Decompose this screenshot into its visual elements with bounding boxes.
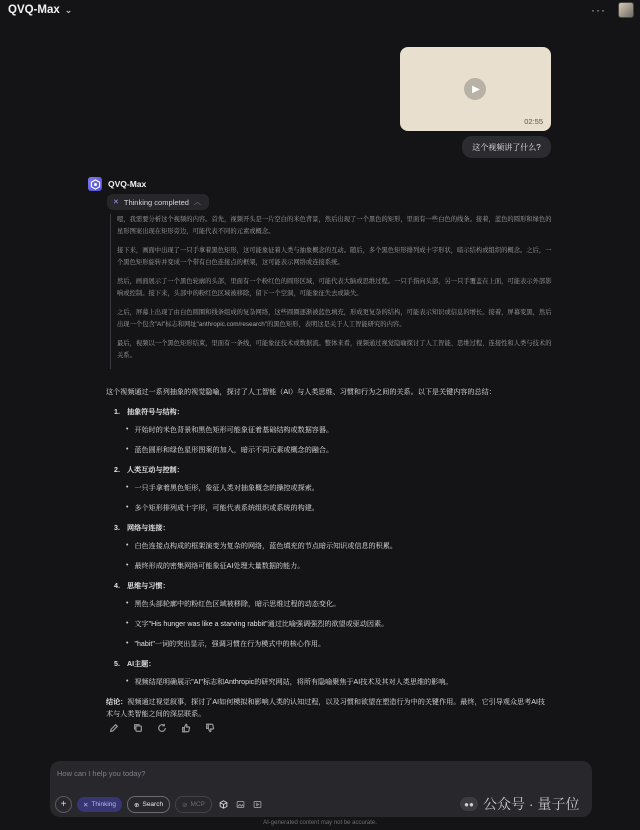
list-item: • 多个矩形排列成十字形，可能代表系统组织或系统的构建。: [126, 504, 319, 512]
mcp-icon: ⊘: [182, 801, 188, 809]
summary-section: [106, 580, 552, 650]
thumbs-up-icon[interactable]: [180, 722, 192, 734]
mcp-label: MCP: [190, 801, 205, 808]
summary-section: [106, 522, 552, 572]
thinking-mode-label: Thinking: [91, 801, 117, 808]
model-name: QVQ-Max: [8, 4, 60, 16]
bullet-text: 开始时的米色背景和黑色矩形可能象征着基础结构或数据容器。: [134, 426, 334, 434]
thinking-paragraph: 最后，视频以一个黑色矩形结束，里面有一条线，可能象征技术或数据流。整体来看，视频通过视觉隐喻探讨了人工智能、思维过程、连接性和人类与技术的关系。: [117, 340, 552, 359]
search-label: Search: [142, 801, 164, 808]
edit-icon[interactable]: [108, 722, 120, 734]
globe-icon: ⊕: [134, 801, 140, 809]
chevron-down-icon: ⌄: [64, 4, 73, 15]
section-title: AI主题：: [127, 660, 156, 668]
bullet-text: 最终形成的密集网络可能象征AI处理大量数据的能力。: [134, 562, 305, 570]
list-item: • 一只手拿着黑色矩形，象征人类对抽象概念的操控或探索。: [126, 484, 319, 492]
wechat-icon: ●●: [460, 797, 478, 811]
chevron-up-icon: ︿: [193, 199, 201, 206]
conclusion-label: 结论：: [106, 698, 128, 706]
thinking-icon: ✕: [83, 801, 89, 809]
thinking-paragraph: 之后，屏幕上出现了由白色圆圈和线条组成的复杂网络，这些圆圈逐渐被蓝色填充，形成更复杂的结构，可能表示知识或信息的增长。接着，屏幕变黑，然后出现一个包含"AI"标志和网址"anthropic.com/research"的黑色矩形，表明这是关于人工智能研究的内容。: [117, 309, 552, 328]
section-number: 2.: [114, 466, 120, 474]
more-horizontal-icon[interactable]: ···: [591, 3, 606, 17]
bullet-text: 蓝色圆形和绿色星形图案的加入，暗示不同元素或概念的融合。: [134, 446, 334, 454]
list-item: • 白色连接点构成的框架演变为复杂的网络，蓝色填充的节点暗示知识或信息的积累。: [126, 542, 397, 550]
copy-icon[interactable]: [132, 722, 144, 734]
list-item: • 文字"His hunger was like a starving rabbit"通过比喻强调强烈的欲望或驱动因素。: [126, 620, 389, 628]
image-icon[interactable]: [234, 799, 246, 811]
summary-section: [106, 658, 552, 688]
section-title: 网络与连接：: [127, 524, 170, 532]
list-item: • 开始时的米色背景和黑色矩形可能象征着基础结构或数据容器。: [126, 426, 334, 434]
summary-section: [106, 406, 552, 456]
regenerate-icon[interactable]: [156, 722, 168, 734]
bullet-text: 一只手拿着黑色矩形，象征人类对抽象概念的操控或探索。: [134, 484, 319, 492]
watermark: [460, 794, 579, 814]
summary-section: [106, 464, 552, 514]
assistant-header: [88, 177, 146, 191]
assistant-name: QVQ-Max: [108, 179, 147, 189]
section-title: 思维与习惯：: [127, 582, 170, 590]
thinking-icon: ✕: [113, 199, 119, 206]
watermark-text: 公众号 · 量子位: [483, 796, 580, 812]
thinking-paragraph: 接下来，画面中出现了一只手拿着黑色矩形，这可能象征着人类与抽象概念的互动。随后，多个黑色矩形排列成十字形状，暗示结构或组织的概念。之后，一个黑色矩形旋转并变成一个带有白色连接点的框架，这可能表示网络或连接系统。: [117, 247, 552, 266]
list-item: • 黑色头部轮廓中的粉红色区域被移除，暗示思维过程的动态变化。: [126, 600, 341, 608]
list-item: • 最终形成的密集网络可能象征AI处理大量数据的能力。: [126, 562, 305, 570]
assistant-answer: [106, 386, 552, 720]
thinking-toggle[interactable]: [107, 194, 209, 210]
section-title: 抽象符号与结构：: [127, 408, 184, 416]
list-item: • 视频结尾明确展示"AI"标志和Anthropic的研究网站，将所有隐喻聚焦于AI技术及其对人类思维的影响。: [126, 678, 453, 686]
model-selector[interactable]: [8, 4, 72, 16]
play-icon[interactable]: ▶: [464, 78, 486, 100]
composer-toolbar: [55, 796, 263, 813]
bullet-text: 视频结尾明确展示"AI"标志和Anthropic的研究网站，将所有隐喻聚焦于AI技术及其对人类思维的影响。: [134, 678, 453, 686]
disclaimer: AI-generated content may not be accurate.: [263, 820, 377, 826]
thinking-label: Thinking completed: [123, 197, 189, 207]
thumbs-down-icon[interactable]: [204, 722, 216, 734]
answer-intro: 这个视频通过一系列抽象的视觉隐喻，探讨了人工智能（AI）与人类思维、习惯和行为之间的关系。以下是关键内容的总结：: [106, 388, 496, 396]
user-avatar[interactable]: [618, 2, 634, 18]
section-number: 3.: [114, 524, 120, 532]
list-item: • "habit"一词的突出显示，强调习惯在行为模式中的核心作用。: [126, 640, 326, 648]
section-number: 5.: [114, 660, 120, 668]
bullet-text: 白色连接点构成的框架演变为复杂的网络，蓝色填充的节点暗示知识或信息的积累。: [134, 542, 397, 550]
mcp-toggle[interactable]: [175, 796, 212, 813]
summary-list: [106, 406, 552, 688]
thinking-paragraph: 然后，画面展示了一个黑色轮廓的头部，里面有一个粉红色的圆形区域，可能代表大脑或思维过程。一只手指向头部，另一只手覆盖在上面，可能表示外部影响或控制。接下来，头部中的粉红色区域被移除，留下一个空洞，可能象征失去或缺失。: [117, 278, 552, 297]
video-duration: 02:55: [524, 117, 543, 126]
conclusion: [106, 696, 552, 720]
user-message: 这个视频讲了什么?: [462, 136, 551, 158]
add-attachment-button[interactable]: +: [55, 796, 72, 813]
bullet-text: 黑色头部轮廓中的粉红色区域被移除，暗示思维过程的动态变化。: [134, 600, 341, 608]
bullet-text: 多个矩形排列成十字形，可能代表系统组织或系统的构建。: [134, 504, 319, 512]
message-actions: [108, 722, 216, 734]
section-title: 人类互动与控制：: [127, 466, 184, 474]
list-item: • 蓝色圆形和绿色星形图案的加入，暗示不同元素或概念的融合。: [126, 446, 334, 454]
section-number: 1.: [114, 408, 120, 416]
thinking-content: [110, 214, 557, 369]
thinking-paragraph: 嗯，我需要分析这个视频的内容。首先，视频开头是一片空白的米色背景，然后出现了一个黑色的矩形，里面有一些白色的线条。接着，蓝色的圆形和绿色的星形图案出现在矩形旁边，可能代表不同的元素或概念。: [117, 216, 552, 235]
search-toggle[interactable]: [127, 796, 170, 813]
qvq-logo-icon: [88, 177, 102, 191]
cube-icon[interactable]: [217, 799, 229, 811]
section-number: 4.: [114, 582, 120, 590]
bullet-text: 文字"His hunger was like a starving rabbit"通过比喻强调强烈的欲望或驱动因素。: [134, 620, 389, 628]
bullet-text: "habit"一词的突出显示，强调习惯在行为模式中的核心作用。: [134, 640, 326, 648]
video-attachment[interactable]: [400, 47, 551, 131]
thinking-mode-toggle[interactable]: [77, 797, 122, 812]
top-bar: [0, 0, 640, 20]
video-icon[interactable]: [251, 799, 263, 811]
chat-input[interactable]: How can I help you today?: [57, 769, 146, 778]
conclusion-text: 视频通过视觉叙事，探讨了AI如何模拟和影响人类的认知过程，以及习惯和欲望在塑造行为中的关键作用。最终，它引导观众思考AI技术与人类智能之间的深层联系。: [106, 698, 546, 718]
